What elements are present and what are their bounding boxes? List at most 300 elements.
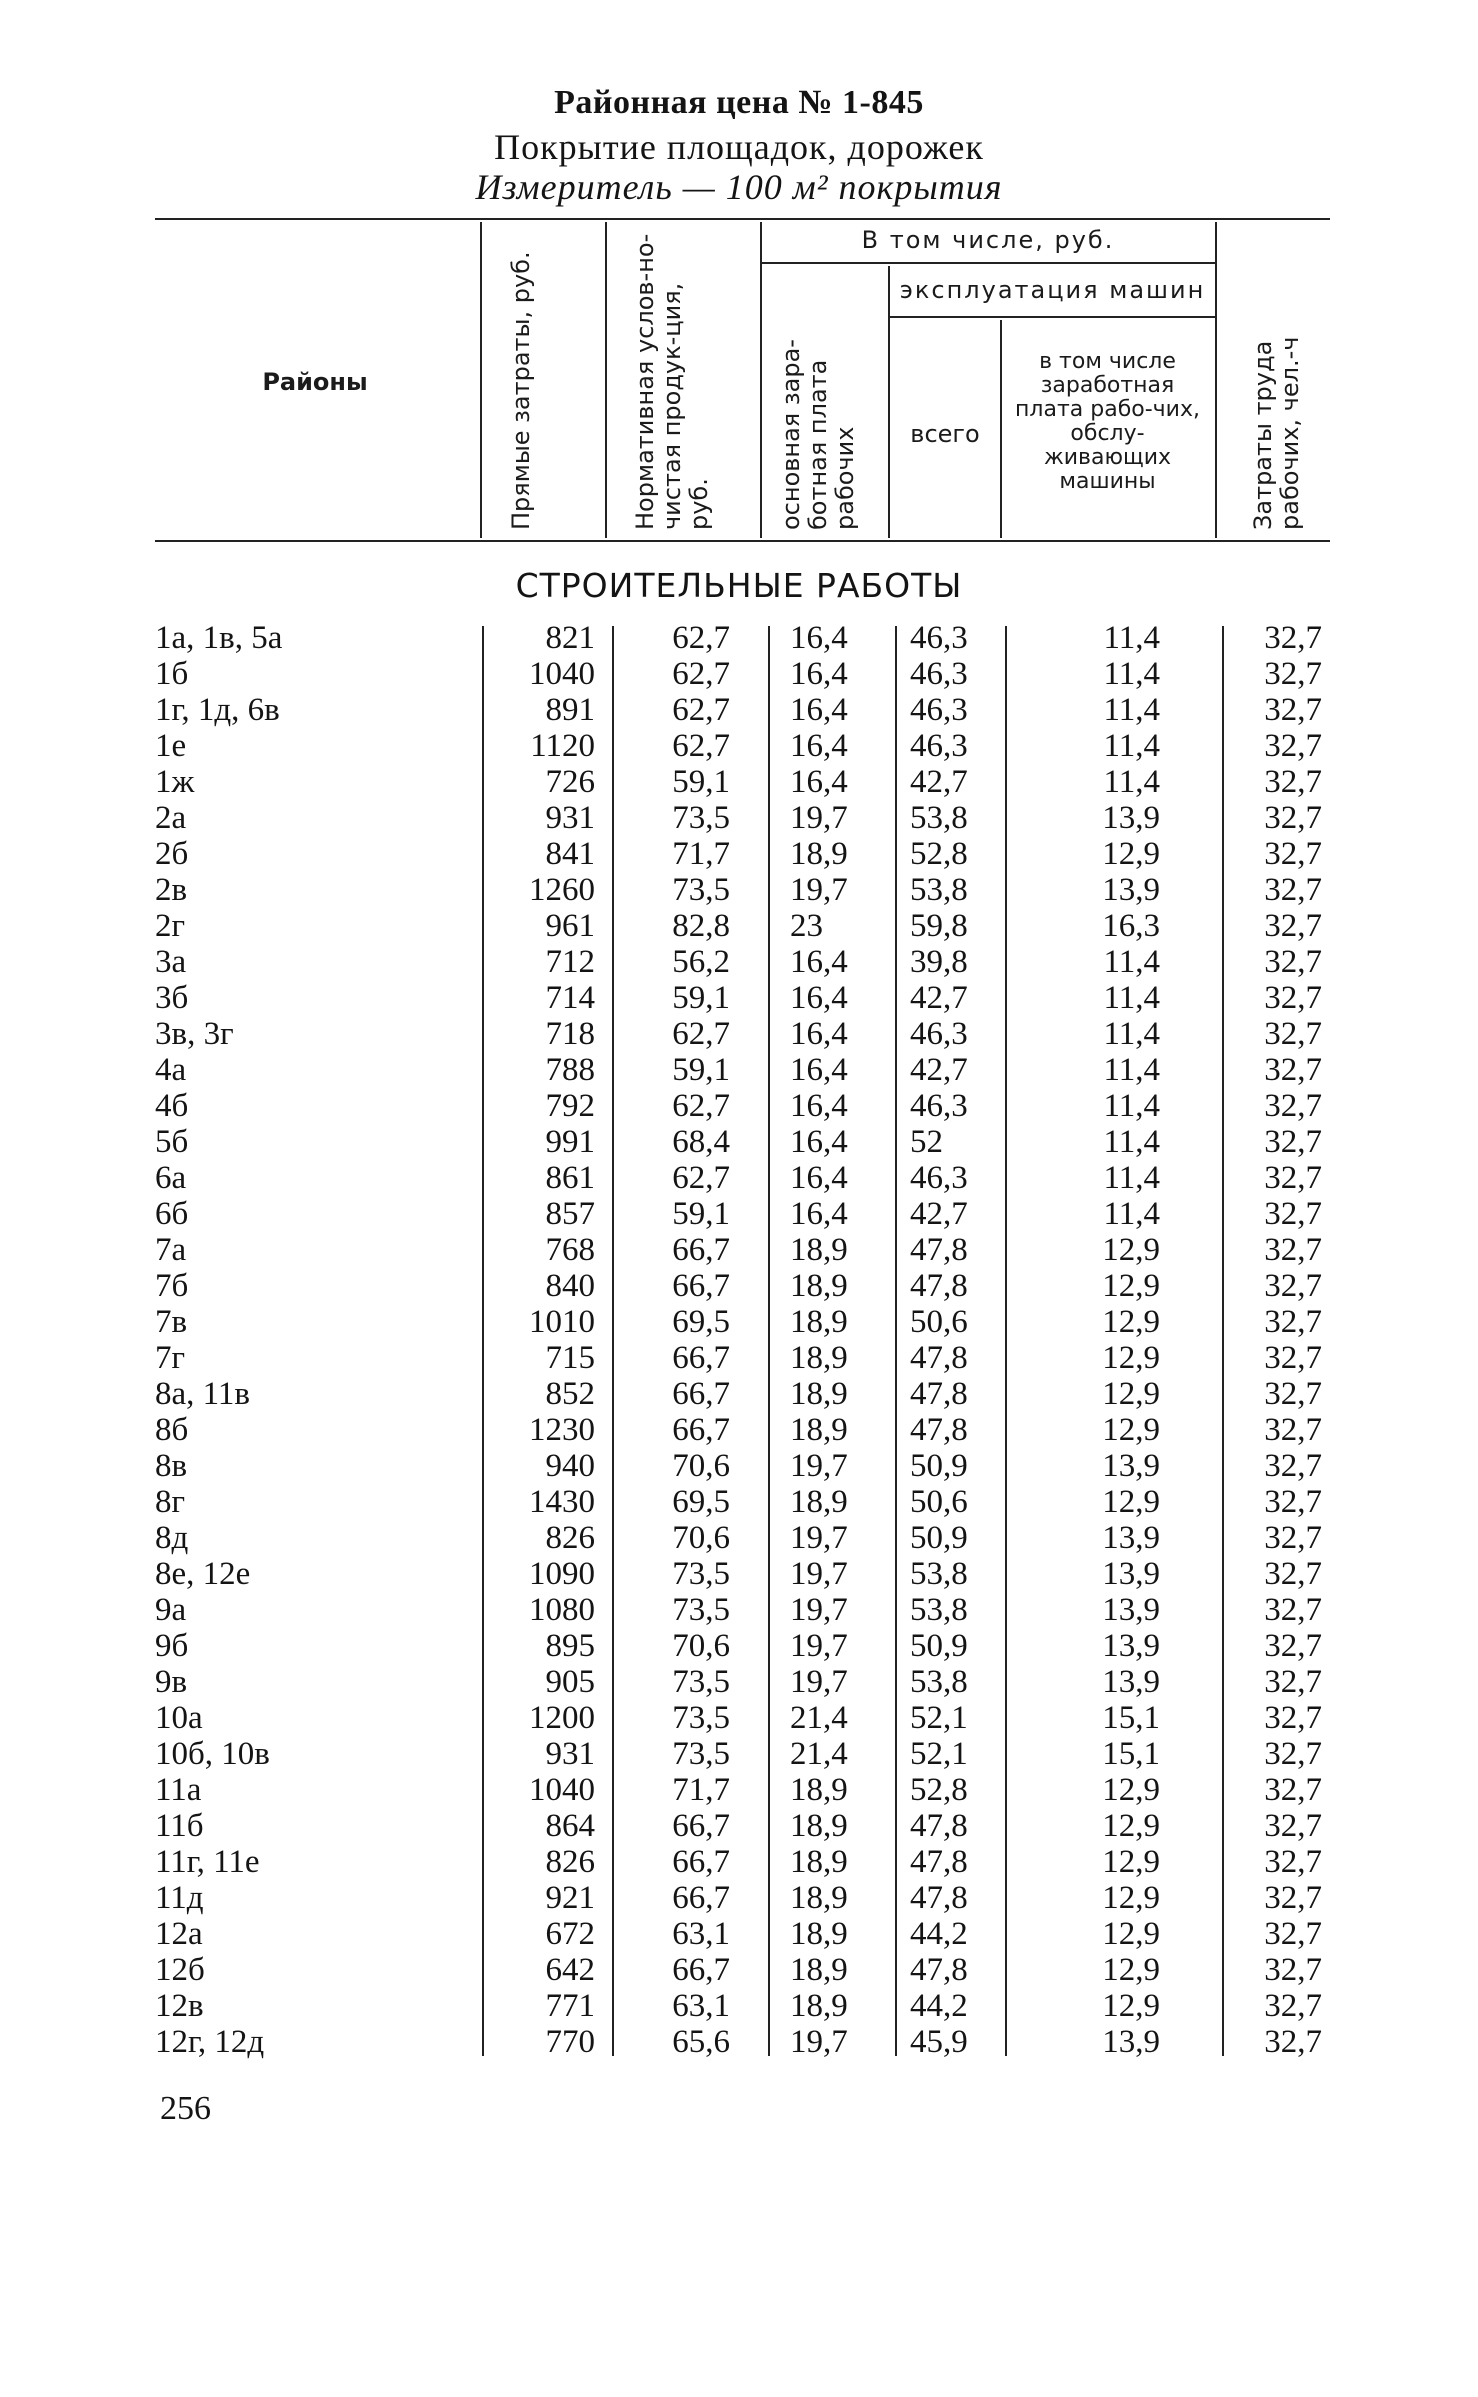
base-wage-cell: 16,4 xyxy=(790,764,848,800)
machines-total-cell: 47,8 xyxy=(910,1880,968,1916)
table-row xyxy=(0,1880,1478,1916)
machines-total-cell: 53,8 xyxy=(910,1664,968,1700)
table-row xyxy=(0,1484,1478,1520)
base-wage-cell: 19,7 xyxy=(790,1556,848,1592)
labor-cell: 32,7 xyxy=(1264,1916,1322,1952)
labor-cell: 32,7 xyxy=(1264,1340,1322,1376)
table-row xyxy=(0,728,1478,764)
machines-total-cell: 44,2 xyxy=(910,1916,968,1952)
machine-wage-cell: 12,9 xyxy=(1102,1952,1160,1988)
district-cell: 11б xyxy=(155,1808,204,1844)
base-wage-cell: 18,9 xyxy=(790,1808,848,1844)
base-wage-cell: 18,9 xyxy=(790,1772,848,1808)
machines-total-cell: 47,8 xyxy=(910,1268,968,1304)
machine-wage-cell: 13,9 xyxy=(1102,1628,1160,1664)
base-wage-cell: 18,9 xyxy=(790,1916,848,1952)
district-cell: 8а, 11в xyxy=(155,1376,251,1412)
normative-cell: 59,1 xyxy=(672,1052,730,1088)
machines-total-cell: 50,9 xyxy=(910,1628,968,1664)
labor-cell: 32,7 xyxy=(1264,1304,1322,1340)
machines-total-cell: 50,6 xyxy=(910,1304,968,1340)
machine-wage-cell: 15,1 xyxy=(1102,1700,1160,1736)
direct-costs-cell: 768 xyxy=(545,1232,595,1268)
district-cell: 2а xyxy=(155,800,187,836)
table-row xyxy=(0,1700,1478,1736)
machine-wage-cell: 12,9 xyxy=(1102,1304,1160,1340)
labor-cell: 32,7 xyxy=(1264,1700,1322,1736)
base-wage-cell: 18,9 xyxy=(790,1304,848,1340)
section-title: СТРОИТЕЛЬНЫЕ РАБОТЫ xyxy=(515,566,963,605)
direct-costs-cell: 905 xyxy=(545,1664,595,1700)
normative-cell: 62,7 xyxy=(672,620,730,656)
price-title: Районная цена № 1-845 xyxy=(554,84,924,121)
machines-total-cell: 42,7 xyxy=(910,1196,968,1232)
including-header: В том числе, руб. xyxy=(861,226,1115,254)
machine-wage-cell: 11,4 xyxy=(1103,764,1160,800)
normative-cell: 68,4 xyxy=(672,1124,730,1160)
labor-cell: 32,7 xyxy=(1264,1880,1322,1916)
labor-cell: 32,7 xyxy=(1264,836,1322,872)
table-row xyxy=(0,1736,1478,1772)
normative-cell: 63,1 xyxy=(672,1988,730,2024)
labor-cell: 32,7 xyxy=(1264,1412,1322,1448)
machine-wage-cell: 12,9 xyxy=(1102,1484,1160,1520)
header-divider-1 xyxy=(480,222,482,538)
machines-total-cell: 46,3 xyxy=(910,728,968,764)
machine-wage-cell: 12,9 xyxy=(1102,1232,1160,1268)
including-rule xyxy=(760,262,1215,264)
machine-wage-cell: 13,9 xyxy=(1102,1448,1160,1484)
base-wage-cell: 18,9 xyxy=(790,1880,848,1916)
direct-costs-cell: 864 xyxy=(545,1808,595,1844)
labor-cell: 32,7 xyxy=(1264,1448,1322,1484)
district-cell: 2в xyxy=(155,872,188,908)
labor-cell: 32,7 xyxy=(1264,1628,1322,1664)
direct-costs-cell: 940 xyxy=(545,1448,595,1484)
normative-cell: 56,2 xyxy=(672,944,730,980)
table-row xyxy=(0,1268,1478,1304)
machines-total-cell: 53,8 xyxy=(910,1592,968,1628)
base-wage-cell: 16,4 xyxy=(790,980,848,1016)
machine-wage-header: в том числе заработная плата рабо-чих, обслу-живающих машины xyxy=(1015,349,1200,494)
base-wage-cell: 16,4 xyxy=(790,728,848,764)
machines-total-header: всего xyxy=(910,420,980,448)
base-wage-cell: 16,4 xyxy=(790,1196,848,1232)
normative-cell: 66,7 xyxy=(672,1268,730,1304)
district-cell: 11г, 11е xyxy=(155,1844,260,1880)
table-row xyxy=(0,1808,1478,1844)
machine-wage-cell: 13,9 xyxy=(1102,1592,1160,1628)
labor-header: Затраты труда рабочих, чел.-ч xyxy=(1249,336,1304,530)
price-subtitle: Покрытие площадок, дорожек xyxy=(494,127,984,167)
labor-cell: 32,7 xyxy=(1264,944,1322,980)
machine-wage-cell: 13,9 xyxy=(1102,1556,1160,1592)
direct-costs-cell: 841 xyxy=(545,836,595,872)
machines-total-cell: 47,8 xyxy=(910,1232,968,1268)
machines-total-cell: 46,3 xyxy=(910,620,968,656)
table-row xyxy=(0,836,1478,872)
normative-cell: 71,7 xyxy=(672,836,730,872)
machine-wage-cell: 11,4 xyxy=(1103,1052,1160,1088)
table-row xyxy=(0,692,1478,728)
table-row xyxy=(0,1232,1478,1268)
header-divider-6 xyxy=(1215,222,1217,538)
table-row xyxy=(0,1016,1478,1052)
normative-cell: 73,5 xyxy=(672,872,730,908)
direct-costs-cell: 1080 xyxy=(529,1592,595,1628)
labor-cell: 32,7 xyxy=(1264,1808,1322,1844)
labor-cell: 32,7 xyxy=(1264,620,1322,656)
table-row xyxy=(0,1124,1478,1160)
table-row xyxy=(0,1340,1478,1376)
machine-wage-cell: 13,9 xyxy=(1102,1664,1160,1700)
district-cell: 12а xyxy=(155,1916,203,1952)
base-wage-cell: 18,9 xyxy=(790,1988,848,2024)
district-cell: 11д xyxy=(155,1880,204,1916)
base-wage-cell: 16,4 xyxy=(790,1124,848,1160)
direct-costs-cell: 961 xyxy=(545,908,595,944)
labor-cell: 32,7 xyxy=(1264,728,1322,764)
base-wage-cell: 19,7 xyxy=(790,1664,848,1700)
table-row xyxy=(0,1628,1478,1664)
direct-costs-cell: 991 xyxy=(545,1124,595,1160)
base-wage-cell: 19,7 xyxy=(790,872,848,908)
normative-cell: 66,7 xyxy=(672,1376,730,1412)
direct-costs-cell: 672 xyxy=(545,1916,595,1952)
district-cell: 8д xyxy=(155,1520,189,1556)
labor-cell: 32,7 xyxy=(1264,1160,1322,1196)
direct-costs-header: Прямые затраты, руб. xyxy=(507,251,535,530)
direct-costs-cell: 895 xyxy=(545,1628,595,1664)
machine-wage-cell: 12,9 xyxy=(1102,1808,1160,1844)
table-row xyxy=(0,872,1478,908)
normative-cell: 66,7 xyxy=(672,1232,730,1268)
labor-cell: 32,7 xyxy=(1264,1268,1322,1304)
machine-wage-cell: 11,4 xyxy=(1103,980,1160,1016)
table-row xyxy=(0,1448,1478,1484)
direct-costs-cell: 718 xyxy=(545,1016,595,1052)
direct-costs-cell: 792 xyxy=(545,1088,595,1124)
machine-wage-cell: 12,9 xyxy=(1102,1880,1160,1916)
machines-total-cell: 47,8 xyxy=(910,1340,968,1376)
machines-total-cell: 50,9 xyxy=(910,1520,968,1556)
normative-cell: 73,5 xyxy=(672,800,730,836)
machines-total-cell: 46,3 xyxy=(910,656,968,692)
district-cell: 7а xyxy=(155,1232,187,1268)
table-row xyxy=(0,656,1478,692)
normative-cell: 66,7 xyxy=(672,1844,730,1880)
direct-costs-cell: 788 xyxy=(545,1052,595,1088)
direct-costs-cell: 1090 xyxy=(529,1556,595,1592)
normative-cell: 82,8 xyxy=(672,908,730,944)
table-row xyxy=(0,1952,1478,1988)
labor-cell: 32,7 xyxy=(1264,1016,1322,1052)
direct-costs-cell: 712 xyxy=(545,944,595,980)
district-cell: 8в xyxy=(155,1448,188,1484)
normative-cell: 59,1 xyxy=(672,1196,730,1232)
table-row xyxy=(0,908,1478,944)
normative-cell: 73,5 xyxy=(672,1592,730,1628)
table-row xyxy=(0,1520,1478,1556)
labor-cell: 32,7 xyxy=(1264,872,1322,908)
direct-costs-cell: 1430 xyxy=(529,1484,595,1520)
direct-costs-cell: 821 xyxy=(545,620,595,656)
machines-total-cell: 46,3 xyxy=(910,1088,968,1124)
labor-cell: 32,7 xyxy=(1264,692,1322,728)
machine-wage-cell: 12,9 xyxy=(1102,836,1160,872)
table-row xyxy=(0,1304,1478,1340)
direct-costs-cell: 852 xyxy=(545,1376,595,1412)
machines-total-cell: 52,1 xyxy=(910,1700,968,1736)
district-cell: 4б xyxy=(155,1088,189,1124)
table-row xyxy=(0,944,1478,980)
district-cell: 4а xyxy=(155,1052,187,1088)
base-wage-cell: 21,4 xyxy=(790,1700,848,1736)
normative-cell: 59,1 xyxy=(672,764,730,800)
machines-total-cell: 45,9 xyxy=(910,2024,968,2060)
base-wage-cell: 18,9 xyxy=(790,1412,848,1448)
labor-cell: 32,7 xyxy=(1264,1124,1322,1160)
districts-header: Районы xyxy=(262,368,368,396)
page-number: 256 xyxy=(160,2090,211,2127)
normative-cell: 71,7 xyxy=(672,1772,730,1808)
direct-costs-cell: 770 xyxy=(545,2024,595,2060)
machine-wage-cell: 13,9 xyxy=(1102,2024,1160,2060)
direct-costs-cell: 931 xyxy=(545,800,595,836)
direct-costs-cell: 891 xyxy=(545,692,595,728)
machine-wage-cell: 11,4 xyxy=(1103,1088,1160,1124)
direct-costs-cell: 642 xyxy=(545,1952,595,1988)
base-wage-cell: 18,9 xyxy=(790,1484,848,1520)
direct-costs-cell: 1120 xyxy=(530,728,595,764)
machine-wage-cell: 11,4 xyxy=(1103,1016,1160,1052)
direct-costs-cell: 1040 xyxy=(529,656,595,692)
header-divider-4 xyxy=(888,266,890,538)
direct-costs-cell: 857 xyxy=(545,1196,595,1232)
district-cell: 8б xyxy=(155,1412,189,1448)
direct-costs-cell: 826 xyxy=(545,1520,595,1556)
labor-cell: 32,7 xyxy=(1264,1592,1322,1628)
normative-cell: 62,7 xyxy=(672,656,730,692)
base-wage-cell: 19,7 xyxy=(790,2024,848,2060)
machines-total-cell: 47,8 xyxy=(910,1952,968,1988)
base-wage-cell: 23 xyxy=(790,908,823,944)
table-row xyxy=(0,620,1478,656)
machines-total-cell: 59,8 xyxy=(910,908,968,944)
machine-wage-cell: 12,9 xyxy=(1102,1340,1160,1376)
direct-costs-cell: 714 xyxy=(545,980,595,1016)
table-row xyxy=(0,800,1478,836)
table-row xyxy=(0,1556,1478,1592)
labor-cell: 32,7 xyxy=(1264,656,1322,692)
machines-total-cell: 53,8 xyxy=(910,872,968,908)
table-row xyxy=(0,1772,1478,1808)
normative-cell: 62,7 xyxy=(672,1088,730,1124)
header-top-rule xyxy=(155,218,1330,220)
machines-total-cell: 47,8 xyxy=(910,1412,968,1448)
machines-total-cell: 47,8 xyxy=(910,1808,968,1844)
normative-cell: 63,1 xyxy=(672,1916,730,1952)
district-cell: 1г, 1д, 6в xyxy=(155,692,280,728)
base-wage-cell: 16,4 xyxy=(790,944,848,980)
district-cell: 12в xyxy=(155,1988,204,2024)
labor-cell: 32,7 xyxy=(1264,1376,1322,1412)
base-wage-cell: 19,7 xyxy=(790,1448,848,1484)
district-cell: 9а xyxy=(155,1592,187,1628)
direct-costs-cell: 1200 xyxy=(529,1700,595,1736)
base-wage-cell: 18,9 xyxy=(790,836,848,872)
direct-costs-cell: 726 xyxy=(545,764,595,800)
base-wage-cell: 19,7 xyxy=(790,1628,848,1664)
machine-wage-cell: 11,4 xyxy=(1103,1160,1160,1196)
machine-wage-cell: 11,4 xyxy=(1103,944,1160,980)
normative-cell: 69,5 xyxy=(672,1304,730,1340)
base-wage-cell: 16,4 xyxy=(790,620,848,656)
header-bottom-rule xyxy=(155,540,1330,542)
table-row xyxy=(0,1412,1478,1448)
table-row xyxy=(0,1088,1478,1124)
header-divider-2 xyxy=(605,222,607,538)
direct-costs-cell: 1040 xyxy=(529,1772,595,1808)
normative-cell: 73,5 xyxy=(672,1664,730,1700)
normative-cell: 66,7 xyxy=(672,1952,730,1988)
district-cell: 9б xyxy=(155,1628,189,1664)
normative-cell: 66,7 xyxy=(672,1880,730,1916)
normative-cell: 73,5 xyxy=(672,1700,730,1736)
price-table-body xyxy=(0,620,1478,2060)
labor-cell: 32,7 xyxy=(1264,908,1322,944)
base-wage-cell: 18,9 xyxy=(790,1376,848,1412)
district-cell: 8г xyxy=(155,1484,186,1520)
table-row xyxy=(0,2024,1478,2060)
machines-total-cell: 46,3 xyxy=(910,1016,968,1052)
direct-costs-cell: 1010 xyxy=(529,1304,595,1340)
table-row xyxy=(0,980,1478,1016)
labor-cell: 32,7 xyxy=(1264,1952,1322,1988)
machine-wage-cell: 12,9 xyxy=(1102,1268,1160,1304)
labor-cell: 32,7 xyxy=(1264,1556,1322,1592)
labor-cell: 32,7 xyxy=(1264,1232,1322,1268)
machines-total-cell: 53,8 xyxy=(910,1556,968,1592)
base-wage-cell: 16,4 xyxy=(790,1016,848,1052)
machines-total-cell: 50,9 xyxy=(910,1448,968,1484)
base-wage-cell: 18,9 xyxy=(790,1268,848,1304)
district-cell: 3б xyxy=(155,980,189,1016)
normative-header: Нормативная услов-но-чистая продук-ция, руб. xyxy=(631,233,713,530)
district-cell: 10б, 10в xyxy=(155,1736,270,1772)
base-wage-cell: 16,4 xyxy=(790,1088,848,1124)
labor-cell: 32,7 xyxy=(1264,1664,1322,1700)
district-cell: 12г, 12д xyxy=(155,2024,265,2060)
machine-wage-cell: 13,9 xyxy=(1102,1520,1160,1556)
district-cell: 9в xyxy=(155,1664,188,1700)
normative-cell: 62,7 xyxy=(672,1160,730,1196)
machine-wage-cell: 11,4 xyxy=(1103,692,1160,728)
machine-wage-cell: 12,9 xyxy=(1102,1376,1160,1412)
table-row xyxy=(0,1592,1478,1628)
direct-costs-cell: 931 xyxy=(545,1736,595,1772)
labor-cell: 32,7 xyxy=(1264,1088,1322,1124)
machines-total-cell: 42,7 xyxy=(910,1052,968,1088)
base-wage-cell: 19,7 xyxy=(790,800,848,836)
machine-wage-cell: 13,9 xyxy=(1102,872,1160,908)
district-cell: 6б xyxy=(155,1196,189,1232)
base-wage-cell: 18,9 xyxy=(790,1952,848,1988)
district-cell: 2б xyxy=(155,836,189,872)
table-row xyxy=(0,1196,1478,1232)
machines-total-cell: 52 xyxy=(910,1124,943,1160)
machines-total-cell: 39,8 xyxy=(910,944,968,980)
district-cell: 1ж xyxy=(155,764,195,800)
base-wage-cell: 16,4 xyxy=(790,656,848,692)
labor-cell: 32,7 xyxy=(1264,980,1322,1016)
base-wage-cell: 19,7 xyxy=(790,1592,848,1628)
normative-cell: 73,5 xyxy=(672,1736,730,1772)
normative-cell: 70,6 xyxy=(672,1628,730,1664)
district-cell: 11а xyxy=(155,1772,202,1808)
district-cell: 12б xyxy=(155,1952,205,1988)
labor-cell: 32,7 xyxy=(1264,1484,1322,1520)
labor-cell: 32,7 xyxy=(1264,1844,1322,1880)
labor-cell: 32,7 xyxy=(1264,800,1322,836)
direct-costs-cell: 715 xyxy=(545,1340,595,1376)
district-cell: 3а xyxy=(155,944,187,980)
labor-cell: 32,7 xyxy=(1264,1052,1322,1088)
labor-cell: 32,7 xyxy=(1264,1736,1322,1772)
machines-total-cell: 46,3 xyxy=(910,692,968,728)
normative-cell: 69,5 xyxy=(672,1484,730,1520)
machine-wage-cell: 11,4 xyxy=(1103,620,1160,656)
district-cell: 8е, 12е xyxy=(155,1556,251,1592)
direct-costs-cell: 921 xyxy=(545,1880,595,1916)
machines-total-cell: 46,3 xyxy=(910,1160,968,1196)
machines-total-cell: 47,8 xyxy=(910,1376,968,1412)
machines-total-cell: 50,6 xyxy=(910,1484,968,1520)
table-row xyxy=(0,1160,1478,1196)
machines-total-cell: 47,8 xyxy=(910,1844,968,1880)
table-row xyxy=(0,1988,1478,2024)
district-cell: 7г xyxy=(155,1340,186,1376)
normative-cell: 73,5 xyxy=(672,1556,730,1592)
normative-cell: 65,6 xyxy=(672,2024,730,2060)
machine-wage-cell: 13,9 xyxy=(1102,800,1160,836)
base-wage-cell: 16,4 xyxy=(790,692,848,728)
table-row xyxy=(0,1376,1478,1412)
normative-cell: 66,7 xyxy=(672,1340,730,1376)
machine-wage-cell: 11,4 xyxy=(1103,1196,1160,1232)
table-row xyxy=(0,764,1478,800)
machine-wage-cell: 16,3 xyxy=(1102,908,1160,944)
district-cell: 1е xyxy=(155,728,187,764)
normative-cell: 62,7 xyxy=(672,728,730,764)
machine-wage-cell: 15,1 xyxy=(1102,1736,1160,1772)
base-wage-cell: 19,7 xyxy=(790,1520,848,1556)
normative-cell: 70,6 xyxy=(672,1520,730,1556)
normative-cell: 70,6 xyxy=(672,1448,730,1484)
machine-wage-cell: 11,4 xyxy=(1103,728,1160,764)
district-cell: 6а xyxy=(155,1160,187,1196)
machine-wage-cell: 11,4 xyxy=(1103,1124,1160,1160)
direct-costs-cell: 861 xyxy=(545,1160,595,1196)
machines-total-cell: 52,8 xyxy=(910,1772,968,1808)
district-cell: 3в, 3г xyxy=(155,1016,234,1052)
labor-cell: 32,7 xyxy=(1264,1772,1322,1808)
normative-cell: 59,1 xyxy=(672,980,730,1016)
machines-total-cell: 42,7 xyxy=(910,764,968,800)
district-cell: 1а, 1в, 5а xyxy=(155,620,283,656)
district-cell: 10а xyxy=(155,1700,203,1736)
base-wage-cell: 18,9 xyxy=(790,1232,848,1268)
